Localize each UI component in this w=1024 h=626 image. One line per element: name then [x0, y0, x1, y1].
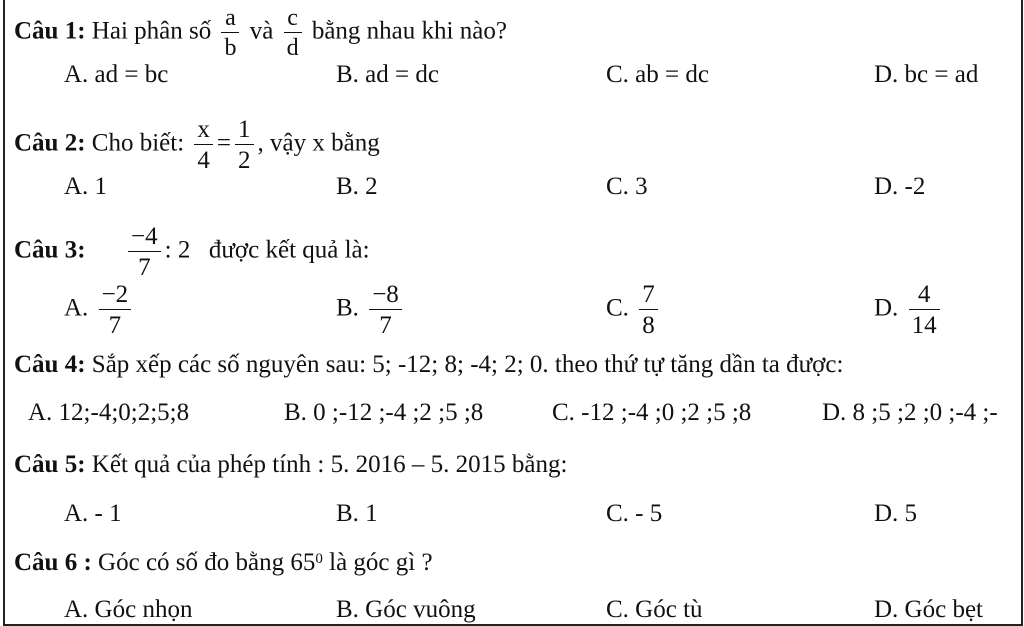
question-6-text-a: Góc có số đo bằng 65	[98, 549, 316, 576]
q2-option-b: B. 2	[336, 173, 378, 200]
fraction-x-over-4: $\frac{x}{4}$	[194, 117, 213, 173]
equals-sign: =	[216, 129, 232, 157]
q3-option-a: A. $\frac{-2}{7}$	[64, 282, 135, 338]
q5-option-c: C. - 5	[606, 500, 663, 527]
q6-option-d: D. Góc bẹt	[874, 596, 983, 623]
question-1-label: Câu 1:	[14, 17, 86, 45]
question-3-operator: : 2	[164, 236, 191, 264]
question-5-text: Kết quả của phép tính : 5. 2016 – 5. 2015 bằng:	[91, 451, 568, 478]
q6-option-b: B. Góc vuông	[336, 596, 476, 623]
q3-option-b: B. $\frac{-8}{7}$	[336, 282, 406, 338]
question-2-text-a: Cho biết:	[91, 129, 185, 157]
q4-option-d: D. 8 ;5 ;2 ;0 ;-4 ;-	[822, 399, 998, 426]
page-frame	[3, 0, 1023, 626]
q1-option-d: D. bc = ad	[874, 61, 979, 88]
q4-option-c: C. -12 ;-4 ;0 ;2 ;5 ;8	[552, 399, 752, 426]
question-5-label: Câu 5:	[14, 451, 86, 478]
question-3-text: được kết quả là:	[208, 236, 370, 264]
question-6-label: Câu 6 :	[14, 549, 92, 576]
q6-option-c: C. Góc tù	[606, 596, 703, 623]
question-4	[14, 350, 843, 380]
question-3-label: Câu 3:	[14, 236, 86, 264]
question-6-text-b: là góc gì ?	[329, 549, 433, 576]
question-1-text-a: Hai phân số	[91, 17, 212, 45]
fraction-1-over-2: $\frac{1}{2}$	[235, 117, 254, 173]
q2-option-c: C. 3	[606, 173, 648, 200]
q1-option-a: A. ad = bc	[64, 61, 169, 88]
question-1-text-b: và	[249, 17, 274, 45]
q4-option-a: A. 12;-4;0;2;5;8	[28, 399, 190, 426]
q3-option-d-fraction: $\frac{4}{14}$	[909, 282, 940, 338]
fraction-minus4-over-7: $\frac{-4}{7}$	[128, 224, 161, 280]
question-4-label: Câu 4:	[14, 351, 86, 378]
q4-option-b: B. 0 ;-12 ;-4 ;2 ;5 ;8	[284, 399, 484, 426]
q2-option-a: A. 1	[64, 173, 108, 200]
q1-option-b: B. ad = dc	[336, 61, 439, 88]
q3-option-c-fraction: $\frac{7}{8}$	[639, 282, 658, 338]
question-1-text-c: bằng nhau khi nào?	[311, 17, 507, 45]
q6-option-a: A. Góc nhọn	[64, 596, 193, 623]
q3-option-a-fraction: $\frac{-2}{7}$	[99, 282, 132, 338]
q1-option-c: C. ab = dc	[606, 61, 709, 88]
q5-option-d: D. 5	[874, 500, 918, 527]
question-3	[14, 224, 370, 280]
question-1	[14, 6, 507, 60]
q5-option-b: B. 1	[336, 500, 378, 527]
question-5	[14, 450, 567, 480]
question-4-text: Sắp xếp các số nguyên sau: 5; -12; 8; -4; 2; 0. theo thứ tự tăng dần ta được:	[91, 351, 844, 378]
question-2	[14, 117, 380, 173]
q3-option-c: C. $\frac{7}{8}$	[606, 282, 662, 338]
fraction-a-over-b: $\frac{a}{b}$	[221, 6, 239, 60]
q5-option-a: A. - 1	[64, 500, 122, 527]
q2-option-d: D. -2	[874, 173, 926, 200]
question-6	[14, 548, 433, 578]
question-2-label: Câu 2:	[14, 129, 86, 157]
question-2-text-b: , vậy x bằng	[257, 129, 380, 157]
degree-superscript: 0	[315, 551, 323, 567]
q3-option-b-fraction: $\frac{-8}{7}$	[369, 282, 402, 338]
fraction-c-over-d: $\frac{c}{d}$	[284, 6, 302, 60]
q3-option-d: D. $\frac{4}{14}$	[874, 282, 944, 338]
